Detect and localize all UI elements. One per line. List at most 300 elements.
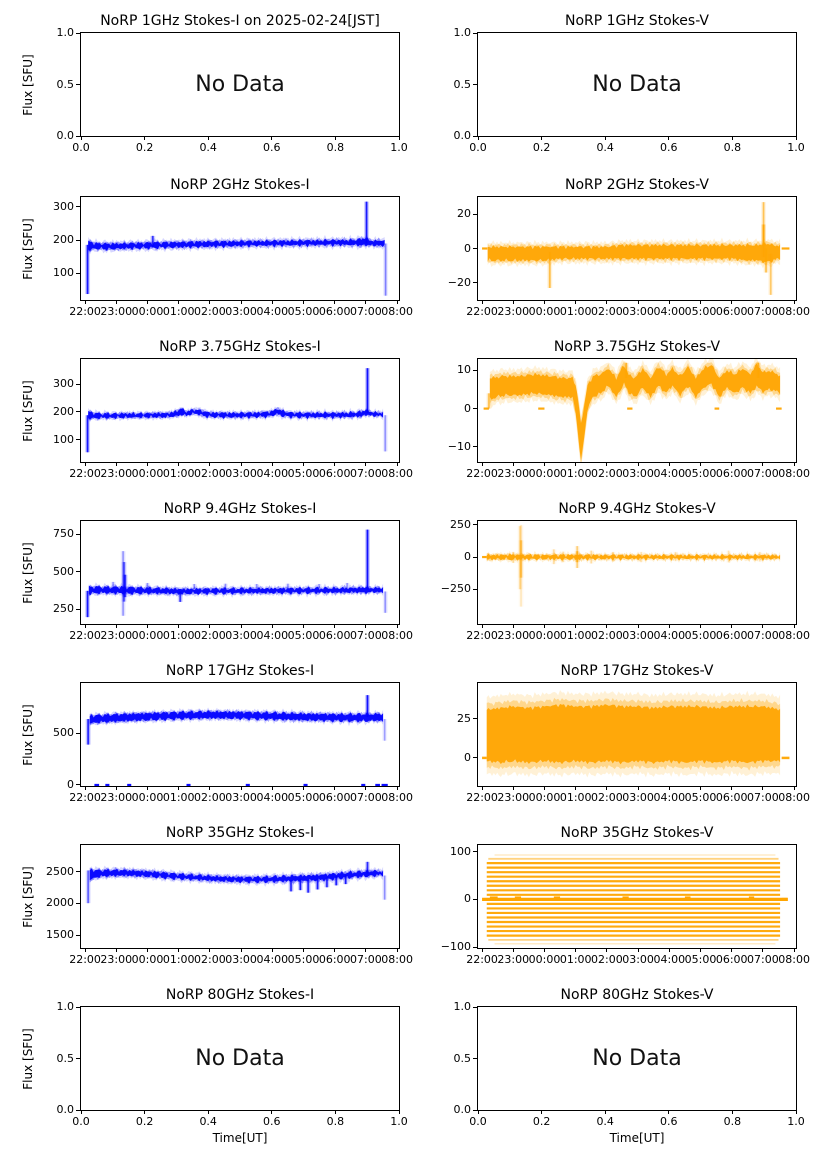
x-tick-mark — [209, 948, 210, 952]
x-tick-label: 04:00 — [256, 629, 289, 642]
x-tick-label: 07:00 — [747, 791, 779, 804]
y-tick-label: 10 — [457, 363, 471, 377]
y-tick-label: 1.0 — [56, 26, 74, 39]
y-tick-label: 250 — [450, 517, 471, 531]
plot-area — [477, 844, 797, 949]
x-tick-label: 05:00 — [287, 629, 320, 642]
y-tick-label: 0 — [464, 892, 471, 906]
x-tick-mark — [700, 462, 701, 466]
x-tick-label: 03:00 — [225, 629, 257, 642]
x-tick-mark — [668, 1110, 669, 1114]
x-tick-mark — [700, 948, 701, 952]
x-tick-label: 05:00 — [684, 467, 717, 480]
x-tick-label: 05:00 — [287, 953, 320, 966]
y-tick-label: 500 — [53, 564, 74, 578]
x-tick-mark — [116, 462, 117, 466]
x-tick-label: 01:00 — [559, 305, 592, 318]
plot-area — [80, 520, 400, 625]
x-tick-mark — [575, 462, 576, 466]
subplot-title: NoRP 2GHz Stokes-I — [170, 177, 310, 193]
x-tick-mark — [241, 624, 242, 628]
x-tick-mark — [544, 462, 545, 466]
y-tick-mark — [76, 935, 80, 936]
x-tick-mark — [116, 300, 117, 304]
x-tick-label: 05:00 — [684, 953, 717, 966]
x-tick-mark — [147, 300, 148, 304]
x-tick-label: 23:00 — [497, 629, 530, 642]
x-tick-label: 05:00 — [287, 467, 320, 480]
x-tick-mark — [178, 948, 179, 952]
x-tick-label: 0.4 — [596, 1115, 614, 1128]
x-tick-label: 08:00 — [778, 305, 810, 318]
x-tick-mark — [147, 462, 148, 466]
y-tick-mark — [76, 903, 80, 904]
x-tick-label: 08:00 — [778, 791, 810, 804]
x-tick-label: 05:00 — [287, 791, 320, 804]
x-tick-label: 22:00 — [69, 629, 101, 642]
x-tick-mark — [335, 136, 336, 140]
x-tick-mark — [638, 624, 639, 628]
x-tick-label: 23:00 — [497, 953, 530, 966]
x-tick-label: 03:00 — [622, 305, 654, 318]
x-tick-mark — [541, 136, 542, 140]
y-tick-label: 0.5 — [56, 77, 74, 91]
subplot-title: NoRP 35GHz Stokes-V — [560, 825, 714, 841]
x-tick-label: 01:00 — [162, 629, 195, 642]
y-tick-mark — [76, 1007, 80, 1008]
y-tick-mark — [473, 84, 477, 85]
x-tick-mark — [81, 136, 82, 140]
y-tick-label: 1.0 — [56, 1000, 74, 1013]
x-tick-mark — [116, 948, 117, 952]
x-tick-label: 02:00 — [194, 629, 226, 642]
x-tick-label: 08:00 — [381, 629, 413, 642]
x-tick-mark — [399, 1110, 400, 1114]
y-tick-mark — [76, 411, 80, 412]
x-tick-mark — [638, 300, 639, 304]
x-tick-label: 1.0 — [390, 141, 408, 154]
x-tick-label: 01:00 — [162, 467, 195, 480]
plot-area — [477, 32, 797, 137]
x-tick-mark — [669, 786, 670, 790]
x-tick-label: 00:00 — [528, 953, 561, 966]
x-tick-mark — [303, 624, 304, 628]
x-axis-label: Time[UT] — [609, 1131, 665, 1145]
subplot-title: NoRP 9.4GHz Stokes-V — [558, 501, 716, 517]
y-tick-label: 200 — [53, 233, 74, 247]
subplot-title: NoRP 2GHz Stokes-V — [564, 177, 710, 193]
y-tick-label: 2500 — [46, 864, 74, 878]
subplot-title: NoRP 1GHz Stokes-V — [564, 13, 710, 29]
x-tick-label: 23:00 — [497, 791, 530, 804]
y-tick-label: 0 — [67, 777, 74, 791]
x-tick-label: 02:00 — [591, 629, 623, 642]
x-tick-label: 07:00 — [350, 467, 382, 480]
x-tick-label: 03:00 — [622, 953, 654, 966]
y-tick-mark — [473, 1007, 477, 1008]
y-tick-mark — [76, 733, 80, 734]
x-tick-label: 0.2 — [532, 1115, 551, 1128]
y-tick-label: 0 — [464, 550, 471, 564]
y-axis-label: Flux [SFU] — [21, 53, 35, 116]
x-tick-mark — [85, 786, 86, 790]
x-tick-label: 01:00 — [162, 791, 195, 804]
x-tick-mark — [606, 786, 607, 790]
y-tick-label: 1.0 — [453, 1000, 471, 1013]
plot-canvas-3.75ghz-i — [81, 359, 399, 462]
x-tick-mark — [606, 300, 607, 304]
x-tick-label: 03:00 — [622, 629, 654, 642]
x-axis-label: Time[UT] — [212, 1131, 268, 1145]
x-tick-label: 0.8 — [723, 1115, 742, 1128]
x-tick-label: 00:00 — [131, 953, 164, 966]
x-tick-mark — [668, 136, 669, 140]
x-tick-label: 23:00 — [100, 791, 133, 804]
x-tick-mark — [794, 462, 795, 466]
x-tick-label: 08:00 — [381, 305, 413, 318]
x-tick-label: 04:00 — [653, 467, 686, 480]
x-tick-mark — [762, 462, 763, 466]
y-tick-label: 0.0 — [56, 129, 74, 142]
x-tick-label: 02:00 — [591, 791, 623, 804]
x-tick-mark — [700, 624, 701, 628]
x-tick-label: 03:00 — [622, 791, 654, 804]
plot-canvas-9.4ghz-v — [478, 521, 796, 624]
x-tick-label: 00:00 — [131, 467, 164, 480]
subplot-title: NoRP 17GHz Stokes-I — [165, 663, 315, 679]
x-tick-mark — [731, 948, 732, 952]
x-tick-label: 02:00 — [591, 467, 623, 480]
y-tick-label: 100 — [53, 266, 74, 280]
x-tick-mark — [365, 624, 366, 628]
x-tick-mark — [365, 300, 366, 304]
x-tick-mark — [794, 948, 795, 952]
plot-canvas-35ghz-v — [478, 845, 796, 948]
x-tick-mark — [178, 786, 179, 790]
x-tick-label: 02:00 — [591, 305, 623, 318]
y-tick-mark — [473, 214, 477, 215]
y-tick-label: 0.5 — [453, 1051, 471, 1065]
x-tick-label: 07:00 — [747, 305, 779, 318]
x-tick-mark — [147, 948, 148, 952]
x-tick-mark — [482, 786, 483, 790]
x-tick-mark — [482, 462, 483, 466]
x-tick-label: 07:00 — [350, 953, 382, 966]
plot-area — [477, 196, 797, 301]
x-tick-mark — [334, 948, 335, 952]
x-tick-mark — [606, 948, 607, 952]
x-tick-mark — [478, 1110, 479, 1114]
x-tick-mark — [147, 786, 148, 790]
y-tick-mark — [76, 1110, 80, 1111]
x-tick-label: 01:00 — [162, 305, 195, 318]
plot-area — [80, 196, 400, 301]
x-tick-mark — [334, 786, 335, 790]
x-tick-label: 06:00 — [318, 953, 351, 966]
subplot-title: NoRP 80GHz Stokes-V — [560, 987, 714, 1003]
y-tick-mark — [473, 248, 477, 249]
x-tick-mark — [513, 300, 514, 304]
x-tick-label: 1.0 — [390, 1115, 408, 1128]
x-tick-label: 07:00 — [350, 791, 382, 804]
x-tick-label: 22:00 — [466, 305, 498, 318]
y-tick-mark — [76, 571, 80, 572]
x-tick-mark — [241, 462, 242, 466]
y-tick-mark — [473, 899, 477, 900]
x-tick-mark — [575, 624, 576, 628]
x-tick-label: 04:00 — [653, 305, 686, 318]
x-tick-label: 08:00 — [778, 953, 810, 966]
x-tick-mark — [544, 300, 545, 304]
x-tick-label: 01:00 — [162, 953, 195, 966]
y-axis-label: Flux [SFU] — [21, 217, 35, 280]
x-tick-mark — [669, 948, 670, 952]
x-tick-mark — [482, 624, 483, 628]
x-tick-label: 04:00 — [256, 305, 289, 318]
y-tick-label: −20 — [447, 275, 471, 289]
x-tick-mark — [731, 300, 732, 304]
x-tick-label: 06:00 — [715, 791, 748, 804]
plot-canvas-9.4ghz-i — [81, 521, 399, 624]
y-tick-mark — [76, 33, 80, 34]
y-tick-mark — [76, 136, 80, 137]
subplot-title: NoRP 3.75GHz Stokes-I — [159, 339, 321, 355]
y-tick-mark — [473, 446, 477, 447]
x-tick-mark — [513, 462, 514, 466]
y-axis-label: Flux [SFU] — [21, 379, 35, 442]
x-tick-label: 0.8 — [326, 141, 345, 154]
x-tick-mark — [241, 786, 242, 790]
x-tick-label: 00:00 — [528, 629, 561, 642]
x-tick-mark — [241, 300, 242, 304]
x-tick-mark — [209, 786, 210, 790]
x-tick-label: 22:00 — [466, 467, 498, 480]
y-tick-label: 0.0 — [56, 1103, 74, 1116]
x-tick-label: 00:00 — [131, 305, 164, 318]
x-tick-label: 06:00 — [715, 305, 748, 318]
plot-area — [80, 1006, 400, 1111]
x-tick-label: 06:00 — [715, 953, 748, 966]
x-tick-mark — [178, 624, 179, 628]
y-tick-mark — [76, 240, 80, 241]
x-tick-label: 03:00 — [225, 953, 257, 966]
y-tick-mark — [473, 136, 477, 137]
x-tick-mark — [144, 136, 145, 140]
x-tick-mark — [762, 624, 763, 628]
x-tick-mark — [794, 624, 795, 628]
x-tick-mark — [271, 1110, 272, 1114]
y-tick-mark — [473, 718, 477, 719]
x-tick-mark — [605, 136, 606, 140]
y-tick-label: 100 — [450, 844, 471, 858]
y-tick-label: 0.0 — [453, 129, 471, 142]
x-tick-label: 23:00 — [100, 467, 133, 480]
x-tick-label: 07:00 — [747, 629, 779, 642]
x-tick-label: 22:00 — [69, 791, 101, 804]
x-tick-mark — [638, 786, 639, 790]
y-tick-label: 1500 — [46, 928, 74, 942]
x-tick-label: 03:00 — [622, 467, 654, 480]
x-tick-mark — [144, 1110, 145, 1114]
x-tick-label: 08:00 — [381, 467, 413, 480]
y-tick-mark — [76, 206, 80, 207]
x-tick-label: 0.6 — [660, 141, 678, 154]
x-tick-label: 08:00 — [778, 467, 810, 480]
x-tick-label: 00:00 — [131, 629, 164, 642]
plot-area — [80, 682, 400, 787]
x-tick-label: 06:00 — [715, 467, 748, 480]
x-tick-mark — [513, 786, 514, 790]
no-data-label: No Data — [195, 72, 285, 97]
x-tick-label: 01:00 — [559, 953, 592, 966]
x-tick-label: 05:00 — [684, 305, 717, 318]
x-tick-mark — [794, 300, 795, 304]
x-tick-mark — [241, 948, 242, 952]
y-axis-label: Flux [SFU] — [21, 865, 35, 928]
x-tick-mark — [478, 136, 479, 140]
x-tick-mark — [794, 786, 795, 790]
y-tick-label: 25 — [457, 711, 471, 725]
x-tick-mark — [272, 948, 273, 952]
x-tick-label: 0.0 — [72, 1115, 90, 1128]
y-tick-mark — [473, 33, 477, 34]
x-tick-mark — [796, 1110, 797, 1114]
subplot-title: NoRP 1GHz Stokes-I on 2025-02-24[JST] — [100, 13, 380, 29]
x-tick-label: 0.0 — [469, 1115, 487, 1128]
x-tick-label: 02:00 — [194, 791, 226, 804]
x-tick-label: 0.2 — [532, 141, 551, 154]
x-tick-label: 0.2 — [135, 1115, 154, 1128]
y-tick-label: 0 — [464, 750, 471, 764]
x-tick-mark — [303, 948, 304, 952]
x-tick-label: 22:00 — [69, 305, 101, 318]
y-tick-label: 2000 — [46, 896, 74, 910]
x-tick-mark — [208, 1110, 209, 1114]
x-tick-mark — [178, 462, 179, 466]
plot-area — [80, 844, 400, 949]
x-tick-label: 03:00 — [225, 467, 257, 480]
x-tick-mark — [208, 136, 209, 140]
x-tick-mark — [762, 786, 763, 790]
x-tick-label: 06:00 — [318, 791, 351, 804]
plot-canvas-35ghz-i — [81, 845, 399, 948]
x-tick-mark — [669, 624, 670, 628]
x-tick-mark — [731, 624, 732, 628]
x-tick-label: 04:00 — [653, 953, 686, 966]
x-tick-mark — [303, 462, 304, 466]
x-tick-mark — [638, 462, 639, 466]
y-axis-label: Flux [SFU] — [21, 541, 35, 604]
x-tick-mark — [669, 300, 670, 304]
y-tick-mark — [473, 524, 477, 525]
y-tick-mark — [473, 1110, 477, 1111]
y-tick-label: 100 — [53, 432, 74, 446]
x-tick-label: 01:00 — [559, 629, 592, 642]
y-tick-label: 20 — [457, 207, 471, 221]
x-tick-mark — [762, 948, 763, 952]
x-tick-mark — [209, 624, 210, 628]
y-tick-mark — [76, 1058, 80, 1059]
plot-area — [477, 520, 797, 625]
x-tick-mark — [303, 786, 304, 790]
no-data-label: No Data — [592, 72, 682, 97]
x-tick-label: 02:00 — [194, 467, 226, 480]
x-tick-label: 07:00 — [747, 467, 779, 480]
x-tick-mark — [365, 462, 366, 466]
x-tick-label: 23:00 — [100, 305, 133, 318]
y-tick-label: 0 — [464, 241, 471, 255]
x-tick-label: 03:00 — [225, 305, 257, 318]
y-tick-mark — [473, 370, 477, 371]
y-tick-label: 0.5 — [453, 77, 471, 91]
x-tick-mark — [81, 1110, 82, 1114]
y-tick-mark — [76, 439, 80, 440]
x-tick-mark — [147, 624, 148, 628]
y-tick-label: −10 — [447, 439, 471, 453]
x-tick-label: 08:00 — [381, 791, 413, 804]
y-tick-label: 300 — [53, 377, 74, 391]
plot-canvas-3.75ghz-v — [478, 359, 796, 462]
y-tick-mark — [76, 273, 80, 274]
x-tick-mark — [85, 624, 86, 628]
x-tick-mark — [575, 300, 576, 304]
x-tick-label: 0.6 — [263, 1115, 281, 1128]
y-axis-label: Flux [SFU] — [21, 703, 35, 766]
y-tick-mark — [76, 609, 80, 610]
y-tick-label: 0.5 — [56, 1051, 74, 1065]
x-tick-mark — [482, 300, 483, 304]
subplot-title: NoRP 80GHz Stokes-I — [165, 987, 315, 1003]
x-tick-label: 1.0 — [787, 1115, 805, 1128]
x-tick-label: 23:00 — [100, 953, 133, 966]
y-tick-mark — [473, 557, 477, 558]
x-tick-mark — [303, 300, 304, 304]
y-tick-label: −250 — [440, 582, 471, 596]
y-tick-mark — [473, 1058, 477, 1059]
x-tick-label: 22:00 — [466, 953, 498, 966]
x-tick-label: 1.0 — [787, 141, 805, 154]
plot-area — [80, 358, 400, 463]
x-tick-mark — [606, 462, 607, 466]
x-tick-label: 00:00 — [528, 791, 561, 804]
y-tick-label: −100 — [440, 940, 471, 954]
x-tick-label: 02:00 — [194, 305, 226, 318]
x-tick-mark — [700, 786, 701, 790]
subplot-title: NoRP 17GHz Stokes-V — [560, 663, 714, 679]
y-tick-mark — [473, 282, 477, 283]
plot-area — [477, 1006, 797, 1111]
no-data-label: No Data — [592, 1046, 682, 1071]
x-tick-label: 23:00 — [100, 629, 133, 642]
x-tick-mark — [334, 462, 335, 466]
x-tick-label: 22:00 — [69, 467, 101, 480]
x-tick-label: 23:00 — [497, 305, 530, 318]
subplot-title: NoRP 9.4GHz Stokes-I — [163, 501, 317, 517]
x-tick-label: 02:00 — [194, 953, 226, 966]
x-tick-mark — [544, 624, 545, 628]
x-tick-mark — [731, 786, 732, 790]
x-tick-label: 04:00 — [256, 791, 289, 804]
y-tick-label: 1.0 — [453, 26, 471, 39]
no-data-label: No Data — [195, 1046, 285, 1071]
x-tick-mark — [482, 948, 483, 952]
y-tick-mark — [76, 534, 80, 535]
x-tick-label: 08:00 — [778, 629, 810, 642]
x-tick-label: 06:00 — [318, 305, 351, 318]
x-tick-mark — [178, 300, 179, 304]
x-tick-label: 04:00 — [256, 467, 289, 480]
x-tick-mark — [272, 462, 273, 466]
